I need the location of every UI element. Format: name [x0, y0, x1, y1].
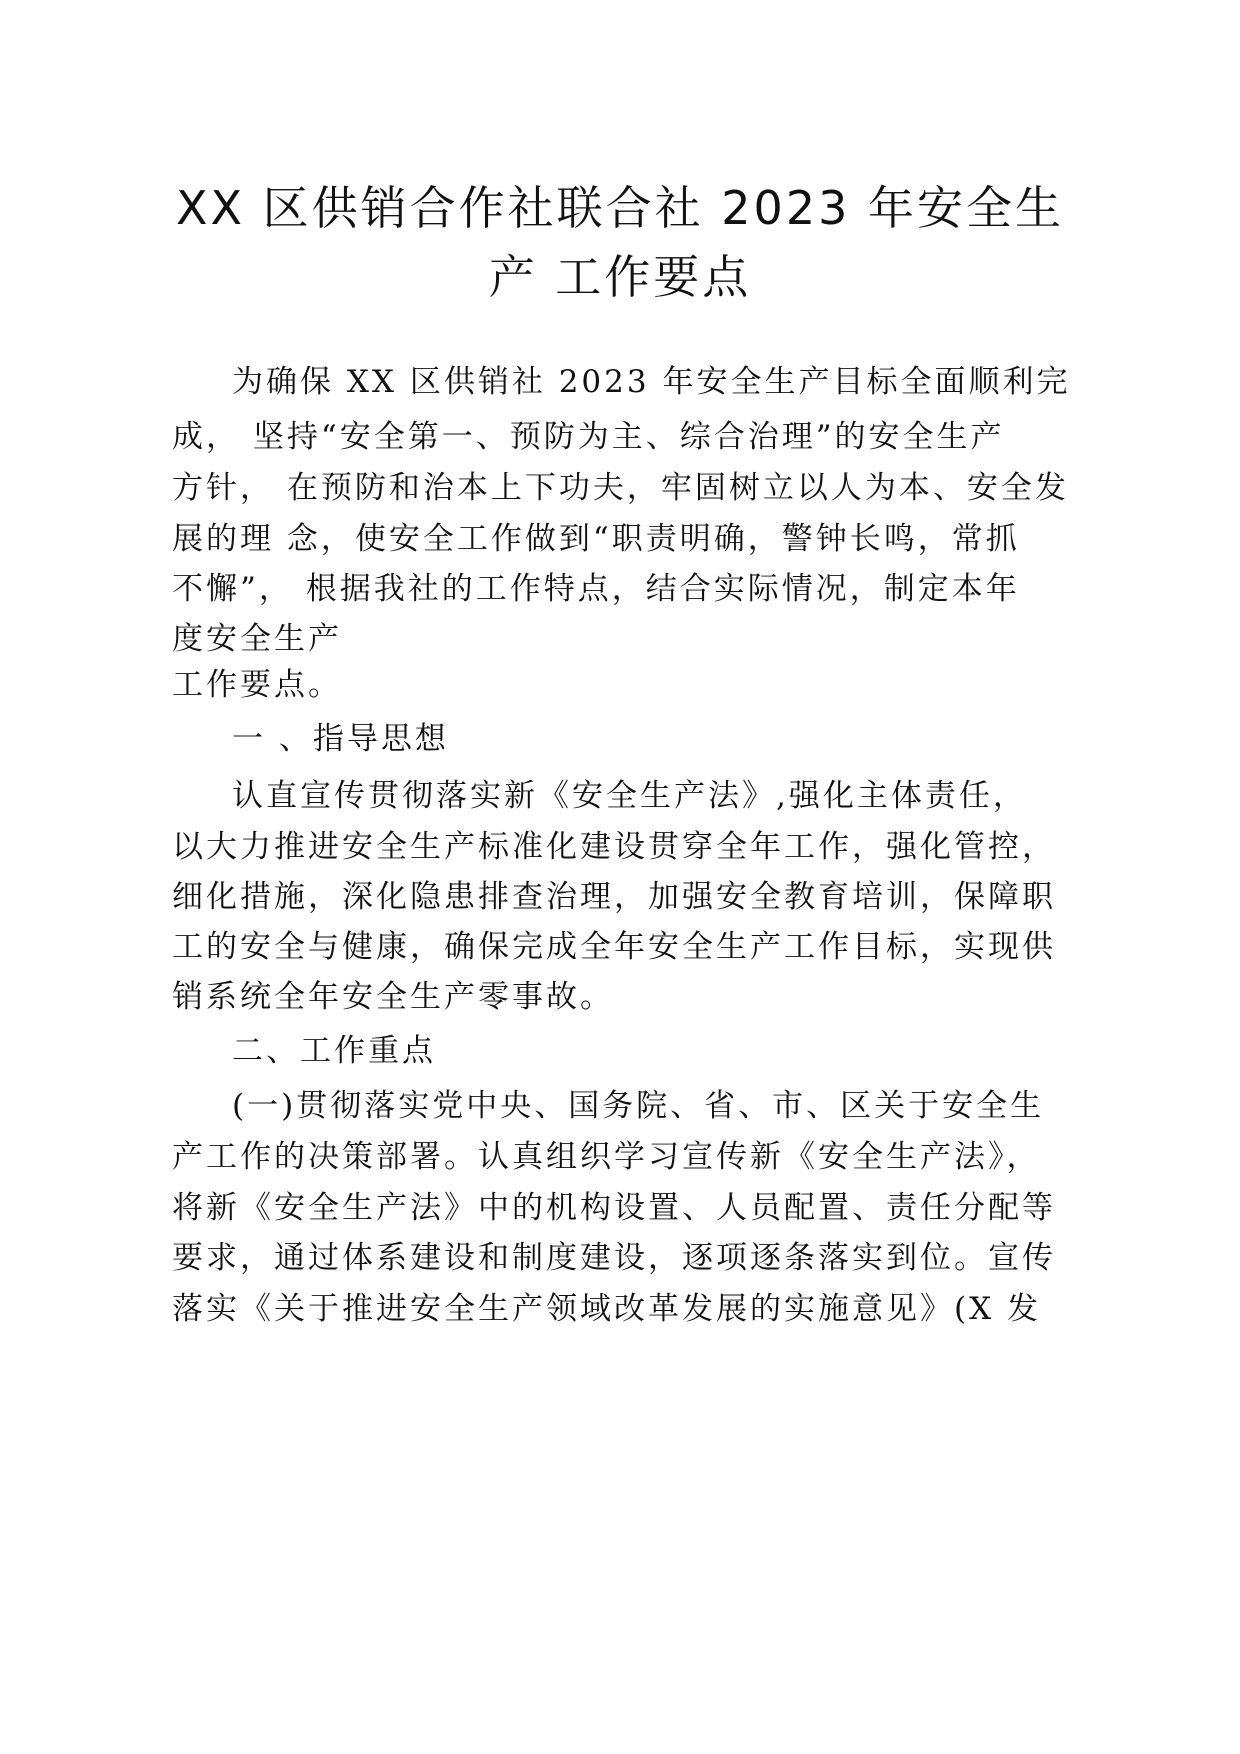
paragraph-line: 为确保 XX 区供销社 2023 年安全生产目标全面顺利完 — [232, 364, 1071, 400]
section-heading: 二、工作重点 — [232, 1033, 436, 1069]
document-title-line-1: XX 区供销合作社联合社 2023 年安全生 — [176, 181, 1064, 235]
paragraph-line: 认直宣传贯彻落实新《安全生产法》,强化主体责任， — [232, 778, 1027, 814]
paragraph-line: 成， 坚持“安全第一、预防为主、综合治理”的安全生产 — [172, 419, 1005, 455]
document-title-line-2: 产 工作要点 — [488, 250, 752, 304]
paragraph-line: 方针， 在预防和治本上下功夫，牢固树立以人为本、安全发 — [172, 470, 1069, 506]
paragraph-line: 不懈”， 根据我社的工作特点，结合实际情况，制定本年 — [172, 571, 1020, 607]
section-heading: 一 、指导思想 — [232, 721, 449, 757]
paragraph-line: 细化措施，深化隐患排查治理，加强安全教育培训，保障职 — [172, 879, 1056, 915]
paragraph-line: 展的理 念，使安全工作做到“职责明确，警钟长鸣，常抓 — [172, 521, 1020, 557]
paragraph-line: 工作要点。 — [172, 667, 342, 703]
paragraph-line: 度安全生产 — [172, 621, 342, 657]
paragraph-line: 落实《关于推进安全生产领域改革发展的实施意见》(X 发 — [172, 1291, 1042, 1327]
paragraph-line: 销系统全年安全生产零事故。 — [172, 979, 614, 1015]
paragraph-line: 将新《安全生产法》中的机构设置、人员配置、责任分配等 — [172, 1190, 1056, 1226]
paragraph-line: 要求，通过体系建设和制度建设，逐项逐条落实到位。宣传 — [172, 1240, 1056, 1276]
paragraph-line: (一)贯彻落实党中央、国务院、省、市、区关于安全生 — [232, 1088, 1045, 1124]
paragraph-line: 产工作的决策部署。认真组织学习宣传新《安全生产法》， — [172, 1139, 1041, 1175]
paragraph-line: 以大力推进安全生产标准化建设贯穿全年工作，强化管控， — [172, 829, 1056, 865]
paragraph-line: 工的安全与健康，确保完成全年安全生产工作目标，实现供 — [172, 929, 1056, 965]
